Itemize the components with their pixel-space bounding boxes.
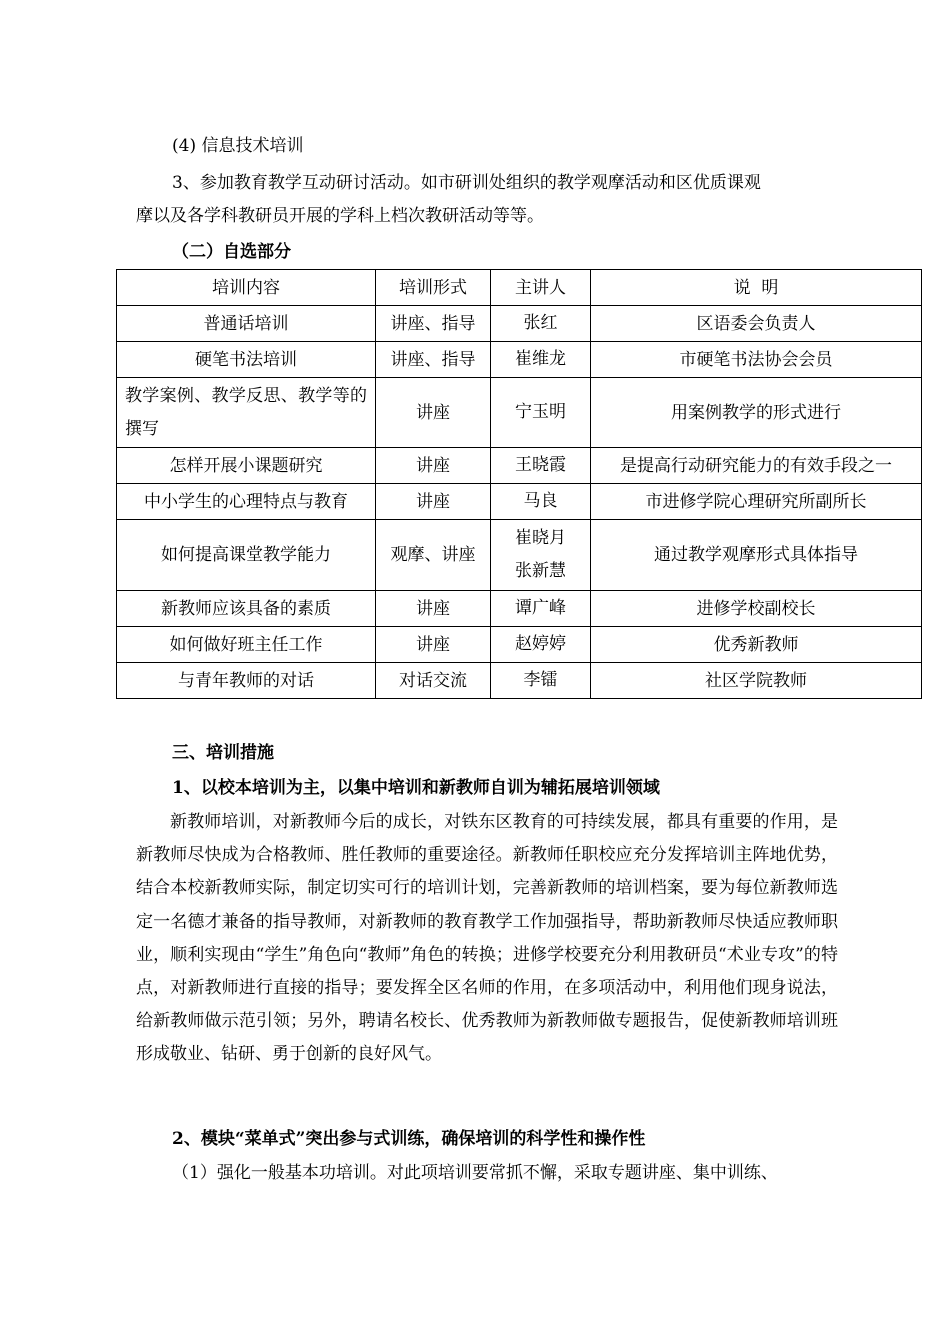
- cell-note: 区语委会负责人: [591, 306, 922, 342]
- cell-content: 如何提高课堂教学能力: [117, 520, 376, 591]
- table-row: [117, 627, 922, 663]
- speaker-name: 王晓霞: [515, 455, 566, 475]
- cell-note: 进修学校副校长: [591, 591, 922, 627]
- cell-note: 用案例教学的形式进行: [591, 378, 922, 448]
- header-note: 说 明: [591, 270, 922, 306]
- cell-speaker: [491, 484, 591, 520]
- cell-note: 市进修学院心理研究所副所长: [591, 484, 922, 520]
- cell-content: 教学案例、教学反思、教学等的撰写: [117, 378, 376, 448]
- cell-form: 讲座: [376, 484, 491, 520]
- table-row: [117, 448, 922, 484]
- table-row: [117, 484, 922, 520]
- subheading-1: 1、以校本培训为主，以集中培训和新教师自训为辅拓展培训领域: [172, 778, 660, 798]
- cell-content: 与青年教师的对话: [117, 663, 376, 699]
- cell-speaker: [491, 306, 591, 342]
- subheading-2: 2、模块“菜单式”突出参与式训练，确保培训的科学性和操作性: [172, 1129, 646, 1149]
- cell-form: 对话交流: [376, 663, 491, 699]
- cell-content: 普通话培训: [117, 306, 376, 342]
- cell-note: 市硬笔书法协会会员: [591, 342, 922, 378]
- table-row: [117, 378, 922, 448]
- cell-form: 讲座: [376, 448, 491, 484]
- cell-content: 新教师应该具备的素质: [117, 591, 376, 627]
- cell-speaker: [491, 448, 591, 484]
- table-row: [117, 342, 922, 378]
- table-row: [117, 520, 922, 591]
- cell-content: 如何做好班主任工作: [117, 627, 376, 663]
- item-4-text: (4) 信息技术培训: [172, 136, 304, 156]
- section-heading-optional: （二）自选部分: [172, 242, 291, 262]
- speaker-name: 崔晓月: [515, 528, 566, 548]
- cell-form: 讲座、指导: [376, 342, 491, 378]
- paragraph-2-line-1: （1）强化一般基本功培训。对此项培训要常抓不懈，采取专题讲座、集中训练、: [172, 1163, 778, 1183]
- table-header-row: [117, 270, 922, 306]
- cell-note: 是提高行动研究能力的有效手段之一: [591, 448, 922, 484]
- paragraph-1: 新教师培训，对新教师今后的成长，对铁东区教育的可持续发展，都具有重要的作用，是新教师尽快成为合格教师、胜任教师的重要途径。新教师任职校应充分发挥培训主阵地优势，结合本校新教师实际，制定切实可行的培训计划，完善新教师的培训档案，要为每位新教师选定一名德才兼备的指导教师，对新教师的教育教学工作加强指导，帮助新教师尽快适应教师职业，顺利实现由“学生”角色向“教师”角色的转换；进修学校要充分利用教研员“术业专攻”的特点，对新教师进行直接的指导；要发挥全区名师的作用，在多项活动中，利用他们现身说法，给新教师做示范引领；另外，聘请名校长、优秀教师为新教师做专题报告，促使新教师培训班形成敬业、钻研、勇于创新的良好风气。: [136, 812, 838, 1065]
- section-heading-measures: 三、培训措施: [172, 743, 274, 763]
- table-row: [117, 306, 922, 342]
- cell-speaker: [491, 520, 591, 591]
- cell-form: 讲座: [376, 378, 491, 448]
- speaker-name: 李镭: [523, 670, 558, 690]
- speaker-name: 张红: [523, 313, 558, 333]
- speaker-name: 谭广峰: [515, 598, 566, 618]
- cell-content: 怎样开展小课题研究: [117, 448, 376, 484]
- table-row: [117, 591, 922, 627]
- training-table: [116, 269, 922, 699]
- cell-form: 讲座、指导: [376, 306, 491, 342]
- speaker-name: 张新慧: [515, 561, 566, 581]
- cell-speaker: [491, 591, 591, 627]
- item-3-line-2: 摩以及各学科教研员开展的学科上档次教研活动等等。: [136, 206, 544, 226]
- cell-speaker: [491, 663, 591, 699]
- cell-form: 讲座: [376, 591, 491, 627]
- speaker-name: 马良: [523, 491, 558, 511]
- cell-note: 社区学院教师: [591, 663, 922, 699]
- header-content: 培训内容: [117, 270, 376, 306]
- cell-speaker: [491, 378, 591, 448]
- cell-note: 优秀新教师: [591, 627, 922, 663]
- cell-speaker: [491, 342, 591, 378]
- cell-speaker: [491, 627, 591, 663]
- cell-form: 讲座: [376, 627, 491, 663]
- table-row: [117, 663, 922, 699]
- cell-form: 观摩、讲座: [376, 520, 491, 591]
- cell-content: 中小学生的心理特点与教育: [117, 484, 376, 520]
- speaker-name: 宁玉明: [515, 402, 566, 422]
- header-form: 培训形式: [376, 270, 491, 306]
- speaker-name: 赵婷婷: [515, 634, 566, 654]
- header-speaker: 主讲人: [491, 270, 591, 306]
- speaker-name: 崔维龙: [515, 349, 566, 369]
- cell-content: 硬笔书法培训: [117, 342, 376, 378]
- item-3-line-1: 3、参加教育教学互动研讨活动。如市研训处组织的教学观摩活动和区优质课观: [172, 173, 761, 193]
- cell-note: 通过教学观摩形式具体指导: [591, 520, 922, 591]
